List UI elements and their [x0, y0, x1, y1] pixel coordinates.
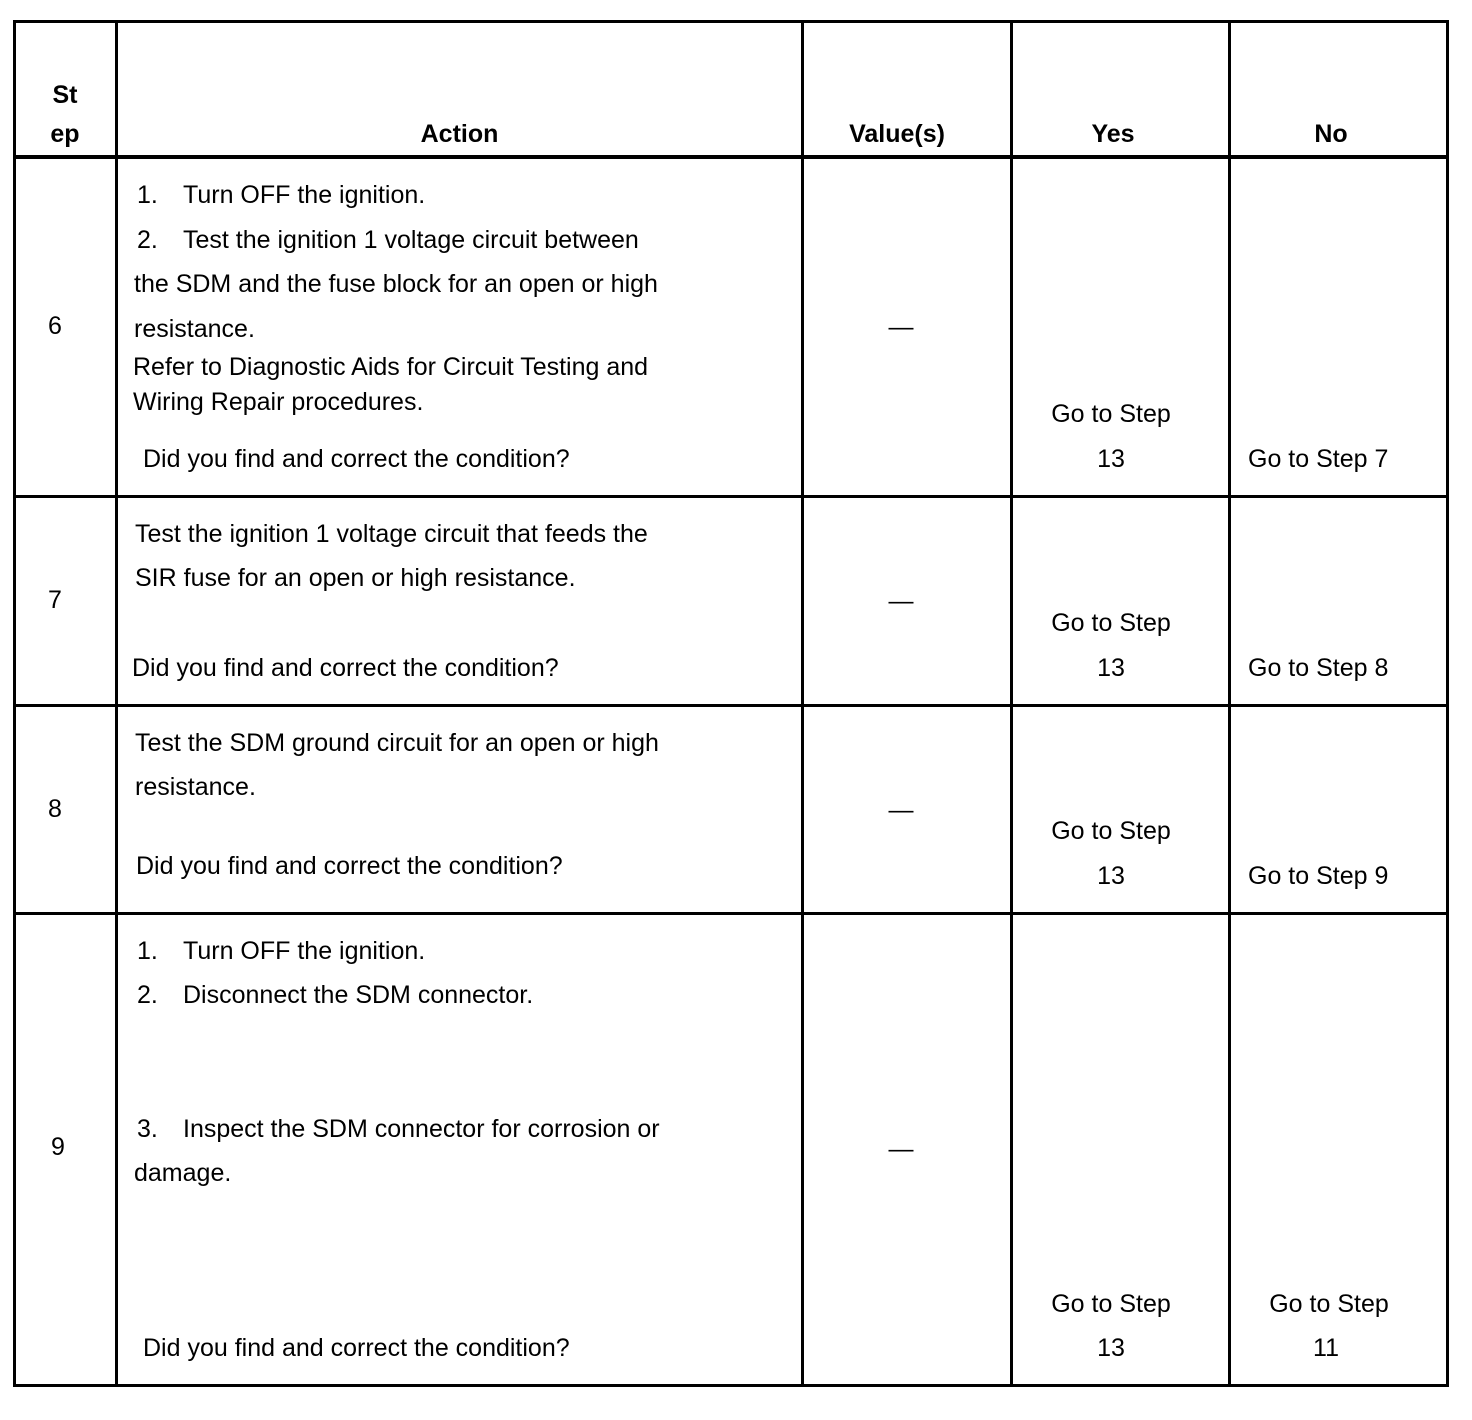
action-question: Did you find and correct the condition? [132, 654, 559, 682]
action-text-continued: resistance. [134, 315, 255, 343]
action-text: Inspect the SDM connector for corrosion or [183, 1115, 660, 1143]
value-cell: — [888, 313, 914, 341]
action-list-item [137, 980, 533, 1010]
action-list-item [137, 1114, 660, 1144]
header-divider [13, 155, 1449, 159]
action-text: Test the ignition 1 voltage circuit that feeds the [135, 520, 648, 548]
action-question: Did you find and correct the condition? [143, 445, 570, 473]
action-list-item [137, 225, 639, 255]
action-question: Did you find and correct the condition? [143, 1334, 570, 1362]
action-question: Did you find and correct the condition? [136, 852, 563, 880]
column-divider [1010, 20, 1013, 1387]
list-number: 2. [137, 981, 158, 1009]
value-cell: — [888, 587, 914, 615]
no-go-to-step: Go to Step 7 [1248, 445, 1389, 473]
yes-go-to-step: Go to Step [1051, 400, 1171, 428]
column-divider [801, 20, 804, 1387]
no-go-to-step: Go to Step 8 [1248, 654, 1389, 682]
column-divider [115, 20, 118, 1387]
row-divider [13, 495, 1449, 498]
action-text: Test the ignition 1 voltage circuit between [183, 226, 639, 254]
action-text: Turn OFF the ignition. [183, 937, 426, 965]
header-no: No [1314, 120, 1348, 148]
yes-go-to-step: Go to Step [1051, 609, 1171, 637]
action-list-item [137, 180, 425, 210]
step-number: 8 [48, 795, 62, 823]
header-step-line2: ep [50, 120, 80, 148]
action-text: Disconnect the SDM connector. [183, 981, 534, 1009]
action-text: Turn OFF the ignition. [183, 181, 426, 209]
value-cell: — [888, 796, 914, 824]
step-number: 7 [48, 586, 62, 614]
yes-step-number: 13 [1097, 1334, 1125, 1362]
header-yes: Yes [1091, 120, 1135, 148]
yes-step-number: 13 [1097, 445, 1125, 473]
step-number: 9 [51, 1133, 65, 1161]
no-go-to-step: Go to Step 9 [1248, 862, 1389, 890]
header-step-line1: St [52, 81, 78, 109]
action-text-continued: damage. [134, 1159, 232, 1187]
row-divider [13, 912, 1449, 915]
table-border-top [13, 20, 1449, 23]
table-border-bottom [13, 1384, 1449, 1387]
list-number: 1. [137, 937, 158, 965]
reference-note: Wiring Repair procedures. [133, 388, 424, 416]
list-number: 2. [137, 226, 158, 254]
value-cell: — [888, 1135, 914, 1163]
list-number: 3. [137, 1115, 158, 1143]
header-values: Value(s) [849, 120, 945, 148]
yes-step-number: 13 [1097, 654, 1125, 682]
no-go-to-step: Go to Step [1269, 1290, 1389, 1318]
header-action: Action [420, 120, 499, 148]
column-divider [1228, 20, 1231, 1387]
yes-step-number: 13 [1097, 862, 1125, 890]
step-number: 6 [48, 312, 62, 340]
action-text: resistance. [135, 773, 256, 801]
table-border-right [1446, 20, 1449, 1387]
reference-note: Refer to Diagnostic Aids for Circuit Testing and [133, 353, 649, 381]
action-text: Test the SDM ground circuit for an open or high [135, 729, 659, 757]
list-number: 1. [137, 181, 158, 209]
action-list-item [137, 936, 425, 966]
action-text-continued: the SDM and the fuse block for an open or high [134, 270, 658, 298]
table-border-left [13, 20, 16, 1387]
yes-go-to-step: Go to Step [1051, 1290, 1171, 1318]
no-step-number: 11 [1313, 1334, 1339, 1362]
yes-go-to-step: Go to Step [1051, 817, 1171, 845]
row-divider [13, 704, 1449, 707]
action-text: SIR fuse for an open or high resistance. [135, 564, 576, 592]
